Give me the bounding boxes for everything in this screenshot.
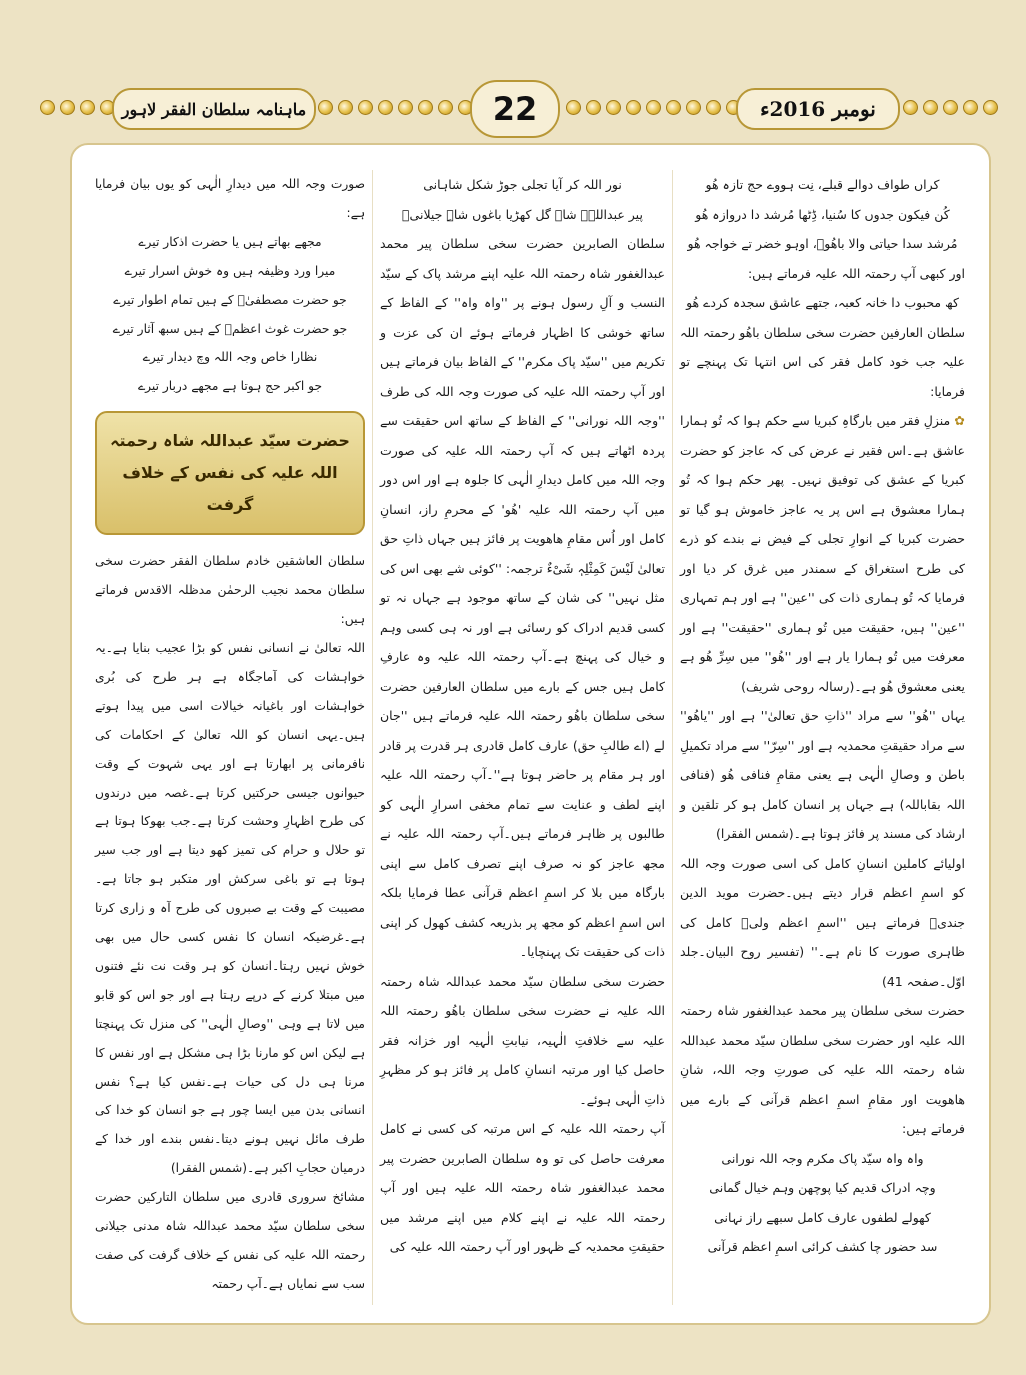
section-heading: حضرت سیّد عبداللہ شاہ رحمتہ اللہ علیہ کی نفس کے خلاف گرفت <box>95 411 365 535</box>
verse-line: کراں طواف دوالے قبلے، نِت ہووے حج تازہ ھُو <box>705 177 940 192</box>
paragraph: سلطان العاشقین خادم سلطان الفقر حضرت سخی سلطان محمد نجیب الرحمٰن مدظلہ الاقدس فرماتے ہیں: <box>95 554 365 627</box>
verse-block <box>95 228 365 401</box>
page-number: 22 <box>470 80 560 138</box>
page-header <box>0 0 1026 150</box>
magazine-title: ماہنامہ سلطان الفقر لاہور <box>112 88 316 130</box>
decorative-dots-center-right <box>566 92 741 122</box>
verse-line: واہ واہ سیّد پاک مکرم وجہ اللہ نورانی <box>721 1150 924 1166</box>
verse-line: پیر عبداللہؒ شاہ گل کھڑیا باغوں شاہِ جیلانیؒ <box>402 206 643 222</box>
verse-line: میرا ورد وظیفہ ہیں وہ خوش اسرار تیرے <box>124 263 336 278</box>
column-divider <box>372 170 373 1305</box>
paragraph: مشائخ سروری قادری میں سلطان التارکین حضرت سخی سلطان سیّد محمد عبداللہ شاہ مدنی جیلانی رحمتہ اللہ علیہ کی نفس کے خلاف گرفت کی صفت سب سے نمایاں ہے۔آپ رحمتہ <box>95 1190 365 1291</box>
paragraph: یہاں ''ھُو'' سے مراد ''ذاتِ حق تعالیٰ'' ہے اور ''یاھُو'' سے مراد حقیقتِ محمدیہ ہے اور ''سِرّ'' سے مراد تکمیلِ باطن و وصالِ الٰہی ہے یعنی مقامِ فنافی ھُو (فنافی اللہ بقاباللہ) ہے جہاں پر انسان کامل ہو کر تلقین و ارشاد کی مسند پر فائز ہوتا ہے۔(شمس الفقرا) <box>680 708 965 841</box>
flower-bullet-icon: ✿ <box>950 413 965 428</box>
verse-line: نور اللہ کر آیا تجلی جوڑ شکل شاہانی <box>423 177 622 192</box>
paragraph: سلطان الصابرین حضرت سخی سلطان پیر محمد عبدالغفور شاہ رحمتہ اللہ علیہ اپنے مرشد پاک کے سیّد النسب و آلِ رسول ہونے پر ''واہ واہ'' کے الفاظ کے ساتھ خوشی کا اظہار فرماتے ہوئے ان کی عزت و تکریم میں ''سیّد پاک مکرم'' کے الفاظ بیان فرماتے ہیں اور آپ رحمتہ اللہ علیہ کی صورت وجہ اللہ کی طرف ''وجہ اللہ نورانی'' کے الفاظ کے ساتھ اس حقیقت سے پردہ اٹھاتے ہیں کہ آپ رحمتہ اللہ علیہ کی صورت وجہ اللہ میں کامل دیدارِ الٰہی کا جلوہ ہے اور اس دور میں آپ رحمتہ اللہ علیہ 'ھُو' کے محرمِ راز، انسانِ کامل اور اُس مقامِ ھاھویت پر فائز ہیں جہاں ذاتِ حق تعالیٰ لَیْسَ کَمِثْلِہٖ شَیْءٌ ترجمہ: ''کوئی شے بھی اس کی مثل نہیں'' کی شان کے ساتھ موجود ہے جہاں نہ تو کسی قدیم ادراک کو رسائی ہے اور نہ ہی کسی وہم و خیال کی پہنچ ہے۔آپ رحمتہ اللہ علیہ وہ عارفِ کامل ہیں جس کے بارے میں سلطان العارفین حضرت سخی سلطان باھُو رحمتہ اللہ علیہ فرماتے ہیں ''جان لے (اے طالبِ حق) عارف کامل قادری ہر قدرت پر قادر اور ہر مقام پر حاضر ہوتا ہے''۔آپ رحمتہ اللہ علیہ اپنے لطف و عنایت سے تمام مخفی اسرارِ الٰہی کو طالبوں پر ظاہر فرماتے ہیں۔آپ رحمتہ اللہ علیہ نے مجھ عاجز کو نہ صرف اپنے تصرف کامل سے اپنی بارگاہ میں بلا کر اسمِ اعظم قرآنی عطا فرمایا بلکہ اس اسمِ اعظم کو مجھ پر بذریعہ کشف کھول کر اپنی ذات کی حقیقت تک پہنچایا۔ <box>380 236 665 959</box>
issue-date: نومبر 2016ء <box>736 88 900 130</box>
middle-column <box>380 170 665 1262</box>
verse-line: سد حضور چا کشف کرائی اسمِ اعظم قرآنی <box>707 1239 938 1254</box>
verse-line: جو حضرت غوث اعظمؓ کے ہیں سبھ آثار تیرے <box>112 321 348 336</box>
paragraph: ✿ منزلِ فقر میں بارگاہِ کبریا سے حکم ہوا کہ تُو ہمارا عاشق ہے۔اس فقیر نے عرض کی کہ عاجز کو حضرت کبریا کے عشق کی توفیق نہیں۔ پھر حکم ہوا کہ تُو ہمارا معشوق ہے اس پر یہ عاجز خاموش ہو گیا تو حضرت کبریا کے انوارِ تجلی کے فیض نے بندے کو ذرے کی طرح استغراق کے سمندر میں غرق کر دیا اور فرمایا کہ تُو ہماری ذات کی ''عین'' ہے اور ہم تمہاری ''عین'' ہیں، حقیقت میں تُو ہماری ''حقیقت'' ہے اور معرفت میں تُو ہمارا یار ہے اور ''ھُو'' میں سِرِّ ھُو ہے یعنی معشوق ھُو ہے۔(رسالہ روحی شریف) <box>680 413 965 694</box>
verse-line: نظارا خاص وجہ اللہ وچ دیدار تیرے <box>142 350 318 365</box>
paragraph: اللہ تعالیٰ نے انسانی نفس کو بڑا عجیب بنایا ہے۔یہ خواہشات کی آماجگاہ ہے ہر طرح کی بُری خواہشات اور باغیانہ خیالات اسی میں پیدا ہوتے ہیں۔یہی انسان کو اللہ تعالیٰ کے احکامات کی نافرمانی پر ابھارتا ہے اور یہی شہوت کے وقت حیوانوں جیسی حرکتیں کرتا ہے۔غصہ میں درندوں کی طرح اظہارِ وحشت کرتا ہے۔جب بھوکا ہوتا ہے تو حلال و حرام کی تمیز کھو دیتا ہے اور جب سیر ہوتا ہے تو باغی سرکش اور متکبر ہو جاتا ہے۔مصیبت کے وقت بے صبروں کی طرح آہ و زاری کرتا ہے۔غرضیکہ انسان کا نفس کسی حال میں بھی خوش نہیں رہتا۔انسان کو ہر وقت نت نئے فتنوں میں مبتلا کرنے کے درپے رہتا ہے اور جو اس کو قابو میں لاتا ہے وہی ''وصالِ الٰہی'' کی منزل تک پہنچتا ہے لیکن اس کو مارنا بڑا ہی مشکل ہے اور نفس کا مرنا ہی دل کی حیات ہے۔نفس کیا ہے؟ نفس انسانی بدن میں ایسا چور ہے جو انسان کو خدا کی طرف مائل نہیں ہونے دیتا۔نفس بندے اور خدا کے درمیان حجابِ اکبر ہے۔(شمس الفقرا) <box>95 640 365 1176</box>
paragraph: اولیائے کاملین انسانِ کامل کی اسی صورت وجہ اللہ کو اسمِ اعظم قرار دیتے ہیں۔حضرت موید الدین جندیؒ فرماتے ہیں ''اسمِ اعظم ولیؒ کامل کی ظاہری صورت کا نام ہے۔'' (تفسیر روح البیان۔جلد اوّل۔صفحہ 41) <box>680 855 965 989</box>
verse-line: کُن فیکون جدوں کا سُنیا، ڈِٹھا مُرشد دا دروازہ ھُو <box>695 206 950 222</box>
decorative-dots-center-left <box>318 92 473 122</box>
verse-block <box>680 170 965 259</box>
verse-line: مجھے بھاتے ہیں یا حضرت اذکار تیرے <box>138 234 322 249</box>
paragraph: صورت وجہ اللہ میں دیدارِ الٰہی کو یوں بیان فرمایا ہے: <box>95 177 365 220</box>
paragraph: حضرت سخی سلطان پیر محمد عبدالغفور شاہ رحمتہ اللہ علیہ اور حضرت سخی سلطان سیّد محمد عبداللہ شاہ رحمتہ اللہ علیہ کی صورتِ وجہ اللہ، شانِ ھاھویت اور مقامِ اسمِ اعظم قرآنی کے بارے میں فرماتے ہیں: <box>680 1003 965 1136</box>
paragraph: سلطان العارفین حضرت سخی سلطان باھُو رحمتہ اللہ علیہ جب خود کامل فقر کی اس انتہا تک پہنچے تو فرمایا: <box>680 324 965 399</box>
paragraph: آپ رحمتہ اللہ علیہ کے اس مرتبہ کی کسی نے کامل معرفت حاصل کی تو وہ سلطان الصابرین حضرت پیر محمد عبدالغفور شاہ رحمتہ اللہ علیہ ہیں اور آپ رحمتہ اللہ علیہ نے اپنے کلام میں اپنے مرشد میں حقیقتِ محمدیہ کے ظہور اور آپ رحمتہ اللہ علیہ کی <box>380 1121 665 1254</box>
decorative-dots-right <box>903 92 998 122</box>
verse-line: وچہ ادراک قدیم کیا پوچھن وہم خیال گمانی <box>709 1180 936 1195</box>
paragraph: حضرت سخی سلطان سیّد محمد عبداللہ شاہ رحمتہ اللہ علیہ نے حضرت سخی سلطان باھُو رحمتہ اللہ علیہ سے خلافتِ الٰہیہ، نیابتِ الٰہیہ اور خزانہ فقر حاصل کیا اور مرتبہ انسانِ کامل پر فائز ہو کر مظہرِ ذاتِ الٰہی ہوئے۔ <box>380 973 665 1107</box>
verse-line: مُرشد سدا حیاتی والا باھُوؒ، اوہو خضر تے خواجہ ھُو <box>687 236 958 251</box>
column-divider <box>672 170 673 1305</box>
verse-line: جو اکبر حج ہوتا ہے مجھے دربار تیرے <box>137 379 323 394</box>
verse-line: کھ محبوب دا خانہ کعبہ، جتھے عاشق سجدہ کردے ھُو <box>686 295 959 310</box>
verse-line: جو حضرت مصطفیٰؐ کے ہیں تمام اطوار تیرے <box>113 292 347 307</box>
verse-line: کھولے لطفوں عارف کامل سبھے راز نہانی <box>714 1209 931 1225</box>
verse-block <box>680 1144 965 1262</box>
verse-block <box>380 170 665 229</box>
left-column <box>95 170 365 1299</box>
paragraph: اور کبھی آپ رحمتہ اللہ علیہ فرماتے ہیں: <box>747 265 965 281</box>
right-column <box>680 170 965 1262</box>
